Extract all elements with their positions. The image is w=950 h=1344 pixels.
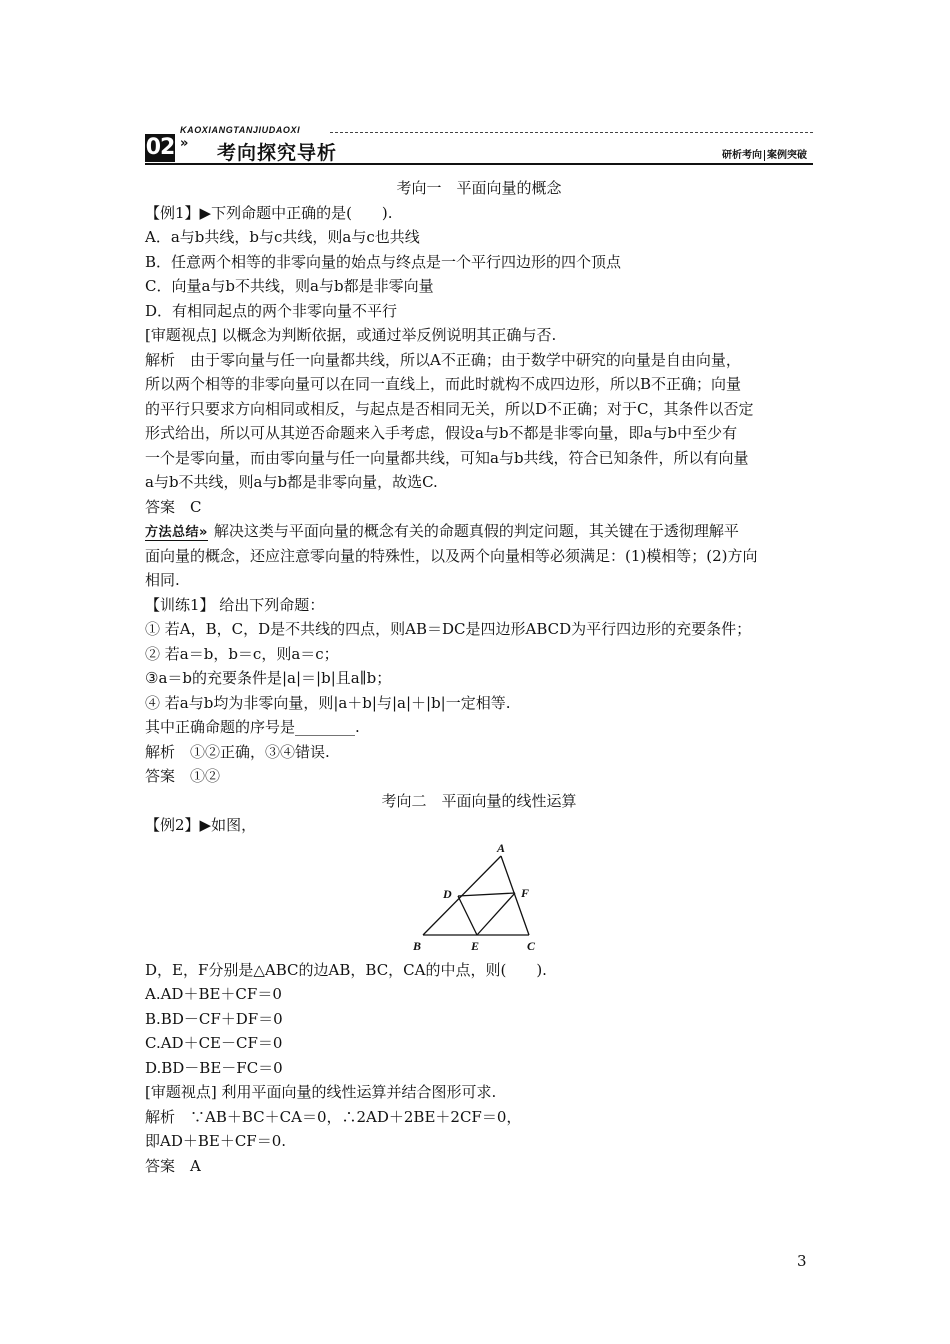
text-line xyxy=(145,446,813,471)
text-line xyxy=(145,1154,813,1179)
line-text: 答案 ①② xyxy=(145,767,221,785)
text-line xyxy=(145,421,813,446)
text-line xyxy=(145,299,813,324)
section-banner xyxy=(145,125,813,164)
text-line xyxy=(145,1129,813,1154)
segment-df xyxy=(458,893,515,896)
line-text: 【例2】▶如图， xyxy=(145,816,257,834)
line-text: C.AD＋CE－CF＝0 xyxy=(145,1034,283,1052)
text-line xyxy=(145,250,813,275)
text-line xyxy=(145,1056,813,1081)
text-block-2 xyxy=(145,958,813,1179)
line-text: C．向量a与b不共线，则a与b都是非零向量 xyxy=(145,277,434,295)
line-text: 的平行只要求方向相同或相反，与起点是否相同无关，所以D不正确；对于C，其条件以否定 xyxy=(145,399,754,418)
text-line xyxy=(145,958,813,983)
text-line xyxy=(145,1007,813,1032)
line-text: 形式给出，所以可从其逆否命题来入手考虑，假设a与b不都是非零向量，即a与b中至少有 xyxy=(145,424,738,442)
line-text: 其中正确命题的序号是________. xyxy=(145,718,360,736)
label-a: A xyxy=(497,840,506,855)
line-text: D.BD－BE－FC＝0 xyxy=(145,1058,283,1077)
line-text: 解析 ①②正确，③④错误. xyxy=(145,742,330,761)
text-line xyxy=(145,1080,813,1105)
text-line xyxy=(145,789,813,814)
page-content xyxy=(145,176,813,1178)
line-text: D，E，F分别是△ABC的边AB，BC，CA的中点，则( ). xyxy=(145,960,547,979)
line-text: 相同. xyxy=(145,571,180,589)
text-line xyxy=(145,348,813,373)
line-text: ① 若A，B，C，D是不共线的四点，则AB＝DC是四边形ABCD为平行四边形的充要条件； xyxy=(145,620,752,638)
double-chevron-icon: » xyxy=(180,136,189,151)
line-text: ② 若a＝b，b＝c，则a＝c； xyxy=(145,644,339,663)
text-line xyxy=(145,982,813,1007)
text-line xyxy=(145,617,813,642)
line-text: B．任意两个相等的非零向量的始点与终点是一个平行四边形的四个顶点 xyxy=(145,252,622,271)
section-pinyin: KAOXIANGTANJIUDAOXI xyxy=(180,125,301,135)
label-e: E xyxy=(471,938,480,953)
line-text: 一个是零向量，而由零向量与任一向量都共线，可知a与b共线，符合已知条件，所以有向量 xyxy=(145,448,749,467)
text-line xyxy=(145,691,813,716)
text-line xyxy=(145,176,813,201)
segment-fe xyxy=(477,893,515,935)
text-line xyxy=(145,1105,813,1130)
triangle-figure xyxy=(145,838,813,958)
line-text: 考向一 平面向量的概念 xyxy=(396,179,562,197)
subtitle-left: 研析考向 xyxy=(722,150,762,161)
segment-de xyxy=(458,896,477,935)
line-text: ③a＝b的充要条件是|a|＝|b|且a∥b； xyxy=(145,669,392,687)
section-title: 考向探究导析 xyxy=(217,142,338,164)
line-text: 答案 A xyxy=(145,1156,201,1175)
line-text: A.AD＋BE＋CF＝0 xyxy=(145,985,282,1003)
line-text: 【例1】▶下列命题中正确的是( ). xyxy=(145,203,393,222)
text-line xyxy=(145,1031,813,1056)
section-number: 02 xyxy=(145,135,175,160)
text-line xyxy=(145,764,813,789)
line-text: A．a与b共线，b与c共线，则a与c也共线 xyxy=(145,228,420,246)
text-line xyxy=(145,274,813,299)
text-line xyxy=(145,593,813,618)
line-text: D．有相同起点的两个非零向量不平行 xyxy=(145,301,398,320)
line-text: 答案 C xyxy=(145,497,202,516)
line-text: a与b不共线，则a与b都是非零向量，故选C. xyxy=(145,473,438,491)
text-block-1 xyxy=(145,176,813,838)
text-line xyxy=(145,225,813,250)
label-c: C xyxy=(527,938,536,953)
text-line xyxy=(145,642,813,667)
line-text: 解析 ∵AB＋BC＋CA＝0，∴2AD＋2BE＋2CF＝0， xyxy=(145,1107,522,1126)
line-text: 考向二 平面向量的线性运算 xyxy=(381,791,577,810)
banner-rule xyxy=(145,163,813,165)
section-subtitle xyxy=(722,146,807,161)
text-line xyxy=(145,544,813,569)
text-line xyxy=(145,666,813,691)
line-text: 解析 由于零向量与任一向量都共线，所以A不正确；由于数学中研究的向量是自由向量， xyxy=(145,350,741,369)
text-line xyxy=(145,372,813,397)
line-text: ④ 若a与b均为非零向量，则|a＋b|与|a|＋|b|一定相等. xyxy=(145,693,511,712)
page-number: 3 xyxy=(797,1252,807,1270)
subtitle-right: 案例突破 xyxy=(767,150,807,161)
line-text: B.BD－CF＋DF＝0 xyxy=(145,1009,283,1028)
line-text: [审题视点] 以概念为判断依据，或通过举反例说明其正确与否. xyxy=(145,326,557,344)
text-line xyxy=(145,715,813,740)
label-d: D xyxy=(443,886,452,901)
text-line xyxy=(145,201,813,226)
line-text: 所以两个相等的非零向量可以在同一直线上，而此时就构不成四边形，所以B不正确；向量 xyxy=(145,375,742,393)
text-line xyxy=(145,740,813,765)
line-text: 解决这类与平面向量的概念有关的命题真假的判定问题，其关键在于透彻理解平 xyxy=(213,522,739,540)
label-b: B xyxy=(413,938,422,953)
banner-dashed-rule xyxy=(330,132,813,133)
method-summary-tag: 方法总结» xyxy=(145,525,208,540)
line-text: 【训练1】 给出下列命题： xyxy=(145,595,325,614)
text-line xyxy=(145,323,813,348)
line-text: 面向量的概念，还应注意零向量的特殊性，以及两个向量相等必须满足：(1)模相等；(2)方向 xyxy=(145,546,758,565)
text-line xyxy=(145,813,813,838)
text-line xyxy=(145,397,813,422)
triangle-diagram xyxy=(413,840,553,960)
text-line xyxy=(145,470,813,495)
line-text: 即AD＋BE＋CF＝0. xyxy=(145,1132,287,1150)
text-line xyxy=(145,495,813,520)
text-line xyxy=(145,568,813,593)
text-line xyxy=(145,519,813,544)
line-text: [审题视点] 利用平面向量的线性运算并结合图形可求. xyxy=(145,1083,497,1101)
label-f: F xyxy=(521,885,530,900)
